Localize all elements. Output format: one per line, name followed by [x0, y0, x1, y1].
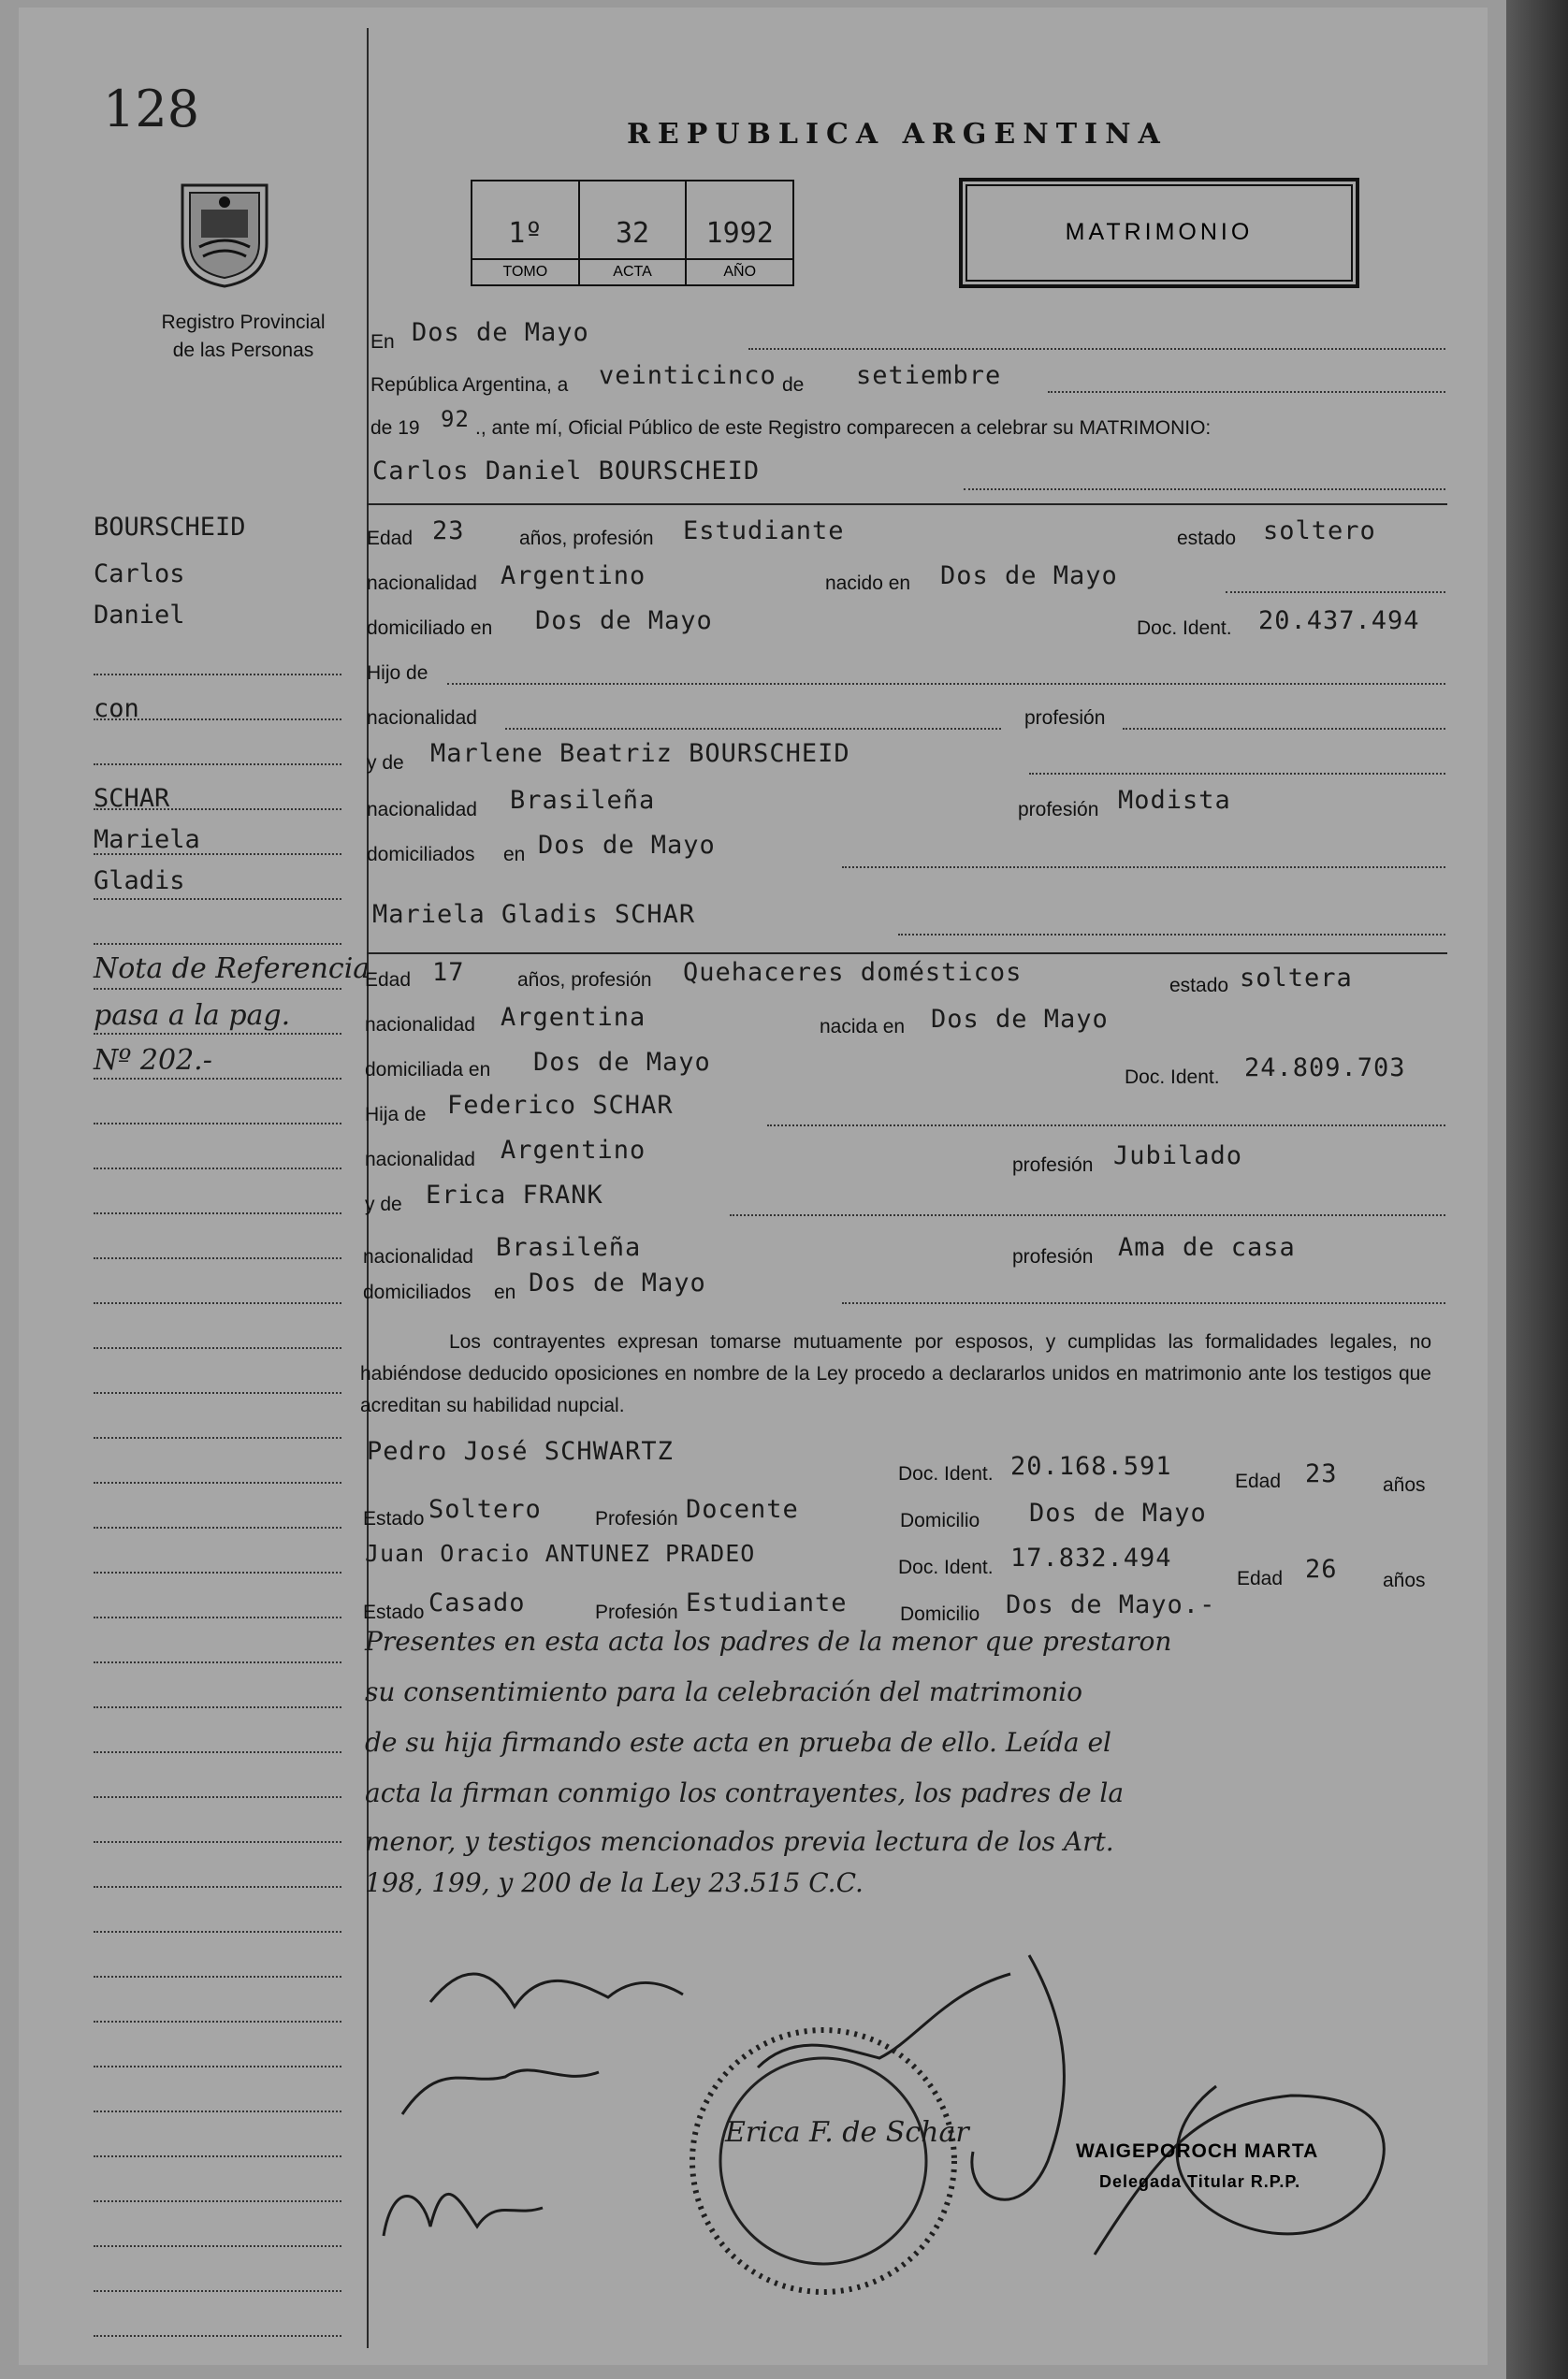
- dotted-line: [767, 1124, 1445, 1126]
- dotted-line: [1123, 728, 1445, 730]
- margin-rule-line: [94, 2021, 341, 2023]
- margin-rule-line: [94, 988, 341, 990]
- margin-rule-line: [94, 1841, 341, 1843]
- year-prefix: de 19: [370, 417, 420, 439]
- witness-2-age: 26: [1305, 1555, 1338, 1584]
- margin-rule-line: [94, 1751, 341, 1753]
- margin-rule-line: [94, 1123, 341, 1124]
- acta-cell: [580, 181, 688, 284]
- margin-rule-line: [94, 898, 341, 900]
- margin-note-1: Nota de Referencia: [94, 952, 370, 985]
- bride-father-profession: Jubilado: [1113, 1141, 1243, 1170]
- margin-rule-line: [94, 1302, 341, 1304]
- dotted-line: [730, 1214, 1445, 1216]
- bride-full-name: Mariela Gladis SCHAR: [372, 900, 696, 929]
- witness-1-domicile: Dos de Mayo: [1029, 1499, 1207, 1528]
- tomo-value: 1º: [508, 217, 543, 250]
- margin-rule-line: [94, 1617, 341, 1618]
- groom-birthplace: Dos de Mayo: [940, 561, 1118, 590]
- province-seal-icon: [173, 168, 276, 290]
- nacida-en-label: nacida en: [820, 1016, 906, 1037]
- tomo-cell: [472, 181, 580, 284]
- witness-doc-label: Doc. Ident.: [898, 1463, 994, 1485]
- margin-rule-line: [94, 2155, 341, 2157]
- nacionalidad-label: nacionalidad: [363, 1246, 473, 1268]
- margin-rule-line: [94, 2290, 341, 2292]
- margin-note-2: pasa a la pag.: [94, 999, 291, 1032]
- witness-2-name: Juan Oracio ANTUNEZ PRADEO: [365, 1540, 756, 1567]
- doc-ident-label: Doc. Ident.: [1125, 1066, 1220, 1088]
- margin-rule-line: [94, 1572, 341, 1574]
- official-title: Delegada Titular R.P.P.: [1099, 2172, 1301, 2191]
- place-value: Dos de Mayo: [412, 318, 589, 347]
- estado-label: estado: [1169, 975, 1229, 996]
- note-line-5: menor, y testigos mencionados previa lectura de los Art.: [365, 1826, 1114, 1857]
- nacionalidad-label: nacionalidad: [365, 1149, 475, 1170]
- margin-rule-line: [94, 674, 341, 675]
- edad-label: Edad: [365, 969, 412, 991]
- witness-2-domicile: Dos de Mayo.-: [1006, 1590, 1216, 1619]
- edad-label: Edad: [367, 528, 414, 549]
- margin-rule-line: [94, 2066, 341, 2067]
- margin-rule-line: [94, 1392, 341, 1394]
- dotted-line: [842, 866, 1445, 868]
- domiciliada-en-label: domiciliada en: [365, 1059, 491, 1081]
- dotted-line: [1029, 773, 1445, 775]
- witness-profesion-label: Profesión: [595, 1602, 678, 1623]
- margin-rule-line: [94, 1796, 341, 1798]
- margin-bride-second: Gladis: [94, 866, 185, 895]
- dotted-line: [964, 488, 1445, 490]
- margin-rule-line: [94, 1661, 341, 1663]
- dotted-line: [1048, 391, 1445, 393]
- witness-estado-label: Estado: [363, 1508, 425, 1530]
- witness-domicilio-label: Domicilio: [900, 1603, 980, 1625]
- official-name: WAIGEPOROCH MARTA: [1076, 2140, 1319, 2162]
- hija-de-label: Hija de: [365, 1104, 427, 1125]
- book-spine-edge: [1506, 0, 1568, 2379]
- margin-rule-line: [94, 2111, 341, 2112]
- note-line-2: su consentimiento para la celebración del matrimonio: [365, 1676, 1082, 1707]
- margin-rule-line: [94, 1886, 341, 1888]
- mother-signature: Erica F. de Schar: [725, 2116, 969, 2149]
- anio-value: 1992: [705, 217, 774, 250]
- groom-mother-nationality: Brasileña: [510, 786, 656, 815]
- section-divider: [367, 503, 1447, 505]
- anos-profesion-label: años, profesión: [517, 969, 652, 991]
- witness-2-status: Casado: [428, 1588, 526, 1617]
- bride-parents-domicile: Dos de Mayo: [529, 1269, 706, 1298]
- groom-status: soltero: [1263, 516, 1376, 545]
- witness-1-doc: 20.168.591: [1010, 1452, 1172, 1481]
- domiciliados-label: domiciliados: [363, 1282, 472, 1303]
- margin-rule-line: [94, 1437, 341, 1439]
- nacionalidad-label: nacionalidad: [367, 707, 477, 729]
- margin-rule-line: [94, 1706, 341, 1708]
- margin-rule-line: [94, 718, 341, 720]
- margin-rule-line: [94, 1257, 341, 1259]
- profesion-label: profesión: [1018, 799, 1099, 820]
- act-type-box: [959, 178, 1359, 288]
- margin-groom-second: Daniel: [94, 601, 185, 630]
- witness-anos-label: años: [1383, 1474, 1426, 1496]
- anio-label: AÑO: [687, 258, 792, 284]
- witness-2-profession: Estudiante: [686, 1588, 848, 1617]
- dotted-line: [447, 683, 1445, 685]
- margin-note-3: Nº 202.-: [94, 1044, 212, 1077]
- note-line-4: acta la firman conmigo los contrayentes, los padres de la: [365, 1777, 1125, 1808]
- margin-rule-line: [94, 943, 341, 945]
- bride-mother-profession: Ama de casa: [1118, 1233, 1296, 1262]
- bride-mother: Erica FRANK: [426, 1181, 603, 1210]
- note-line-1: Presentes en esta acta los padres de la menor que prestaron: [365, 1626, 1172, 1657]
- registry-line-1: Registro Provincial: [161, 312, 326, 333]
- acta-value: 32: [615, 217, 650, 250]
- bride-status: soltera: [1240, 964, 1353, 993]
- witness-edad-label: Edad: [1235, 1471, 1282, 1492]
- section-divider: [367, 952, 1447, 954]
- en-label: en: [503, 844, 526, 865]
- dotted-line: [1226, 591, 1445, 593]
- bride-doc-id: 24.809.703: [1244, 1053, 1406, 1082]
- bride-domicile: Dos de Mayo: [533, 1048, 711, 1077]
- nacionalidad-label: nacionalidad: [365, 1014, 475, 1036]
- groom-age: 23: [432, 516, 465, 545]
- margin-rule-line: [94, 2335, 341, 2337]
- margin-rule-line: [94, 1212, 341, 1214]
- dotted-line: [505, 728, 1001, 730]
- en-label: En: [370, 331, 395, 353]
- republica-label: República Argentina, a: [370, 374, 569, 396]
- groom-nationality: Argentino: [501, 561, 646, 590]
- profesion-label: profesión: [1024, 707, 1106, 729]
- groom-doc-id: 20.437.494: [1258, 606, 1420, 635]
- acta-label: ACTA: [580, 258, 686, 284]
- margin-rule-line: [94, 1931, 341, 1933]
- day-value: veinticinco: [599, 361, 777, 390]
- groom-mother-profession: Modista: [1118, 786, 1231, 815]
- bride-mother-nationality: Brasileña: [496, 1233, 642, 1262]
- witness-1-name: Pedro José SCHWARTZ: [367, 1437, 674, 1466]
- profesion-label: profesión: [1012, 1246, 1094, 1268]
- anos-profesion-label: años, profesión: [519, 528, 654, 549]
- bride-age: 17: [432, 958, 465, 987]
- margin-rule-line: [94, 1482, 341, 1484]
- act-reference-box: [471, 180, 794, 286]
- dotted-line: [898, 934, 1445, 936]
- margin-bride-first: Mariela: [94, 825, 200, 854]
- witness-2-doc: 17.832.494: [1010, 1544, 1172, 1573]
- bride-father: Federico SCHAR: [447, 1091, 674, 1120]
- declaration-text: Los contrayentes expresan tomarse mutuamente por esposos, y cumplidas las formalidades legales, no habiéndose deducido oposiciones en nombre de la Ley procedo a declararlos unidos en matrimonio ante los testigos que acreditan su habilidad nupcial.: [360, 1331, 1431, 1416]
- doc-ident-label: Doc. Ident.: [1137, 617, 1232, 639]
- witness-estado-label: Estado: [363, 1602, 425, 1623]
- anio-cell: [687, 181, 792, 284]
- nacionalidad-label: nacionalidad: [367, 799, 477, 820]
- witness-domicilio-label: Domicilio: [900, 1510, 980, 1531]
- margin-bride-surname: SCHAR: [94, 784, 170, 813]
- bride-nationality: Argentina: [501, 1003, 646, 1032]
- margin-rule-line: [94, 2245, 341, 2247]
- dotted-line: [842, 1302, 1445, 1304]
- witness-profesion-label: Profesión: [595, 1508, 678, 1530]
- margin-rule-line: [94, 2200, 341, 2202]
- groom-mother: Marlene Beatriz BOURSCHEID: [430, 739, 850, 768]
- margin-groom-surname: BOURSCHEID: [94, 513, 246, 542]
- registry-office: [103, 309, 384, 365]
- margin-rule-line: [94, 1976, 341, 1978]
- witness-1-profession: Docente: [686, 1495, 799, 1524]
- margin-rule-line: [94, 853, 341, 855]
- country-title: REPUBLICA ARGENTINA: [627, 118, 1168, 151]
- appear-text: ., ante mí, Oficial Público de este Registro comparecen a celebrar su MATRIMONIO:: [475, 417, 1212, 439]
- bride-father-nationality: Argentino: [501, 1136, 646, 1165]
- year-suffix: 92: [441, 406, 470, 432]
- groom-full-name: Carlos Daniel BOURSCHEID: [372, 457, 761, 486]
- groom-parents-domicile: Dos de Mayo: [538, 831, 716, 860]
- margin-conjunction: con: [94, 694, 139, 723]
- domiciliado-en-label: domiciliado en: [367, 617, 493, 639]
- witness-doc-label: Doc. Ident.: [898, 1557, 994, 1578]
- estado-label: estado: [1177, 528, 1237, 549]
- bride-birthplace: Dos de Mayo: [931, 1005, 1109, 1034]
- note-line-6: 198, 199, y 200 de la Ley 23.515 C.C.: [365, 1867, 864, 1898]
- page-number: 128: [103, 80, 200, 138]
- month-value: setiembre: [856, 361, 1002, 390]
- nacionalidad-label: nacionalidad: [367, 573, 477, 594]
- y-de-label: y de: [365, 1194, 402, 1215]
- note-line-3: de su hija firmando este acta en prueba de ello. Leída el: [365, 1727, 1111, 1758]
- margin-rule-line: [94, 1347, 341, 1349]
- tomo-label: TOMO: [472, 258, 578, 284]
- margin-rule-line: [94, 1168, 341, 1169]
- nacido-en-label: nacido en: [825, 573, 911, 594]
- margin-rule-line: [94, 808, 341, 810]
- registry-line-2: de las Personas: [172, 340, 314, 361]
- y-de-label: y de: [367, 752, 404, 774]
- witness-edad-label: Edad: [1237, 1568, 1284, 1589]
- witness-anos-label: años: [1383, 1570, 1426, 1591]
- domiciliados-label: domiciliados: [367, 844, 475, 865]
- margin-rule-line: [94, 1078, 341, 1080]
- en-label: en: [494, 1282, 516, 1303]
- witness-1-age: 23: [1305, 1459, 1338, 1488]
- witness-1-status: Soltero: [428, 1495, 542, 1524]
- margin-groom-first: Carlos: [94, 559, 185, 588]
- margin-rule-line: [94, 1527, 341, 1529]
- margin-rule-line: [94, 763, 341, 765]
- hijo-de-label: Hijo de: [367, 662, 428, 684]
- profesion-label: profesión: [1012, 1154, 1094, 1176]
- dotted-line: [748, 348, 1445, 350]
- act-type: MATRIMONIO: [1065, 219, 1254, 245]
- groom-profession: Estudiante: [683, 516, 845, 545]
- bride-profession: Quehaceres domésticos: [683, 958, 1023, 987]
- groom-domicile: Dos de Mayo: [535, 606, 713, 635]
- de-label: de: [782, 374, 805, 396]
- margin-rule-line: [94, 1033, 341, 1035]
